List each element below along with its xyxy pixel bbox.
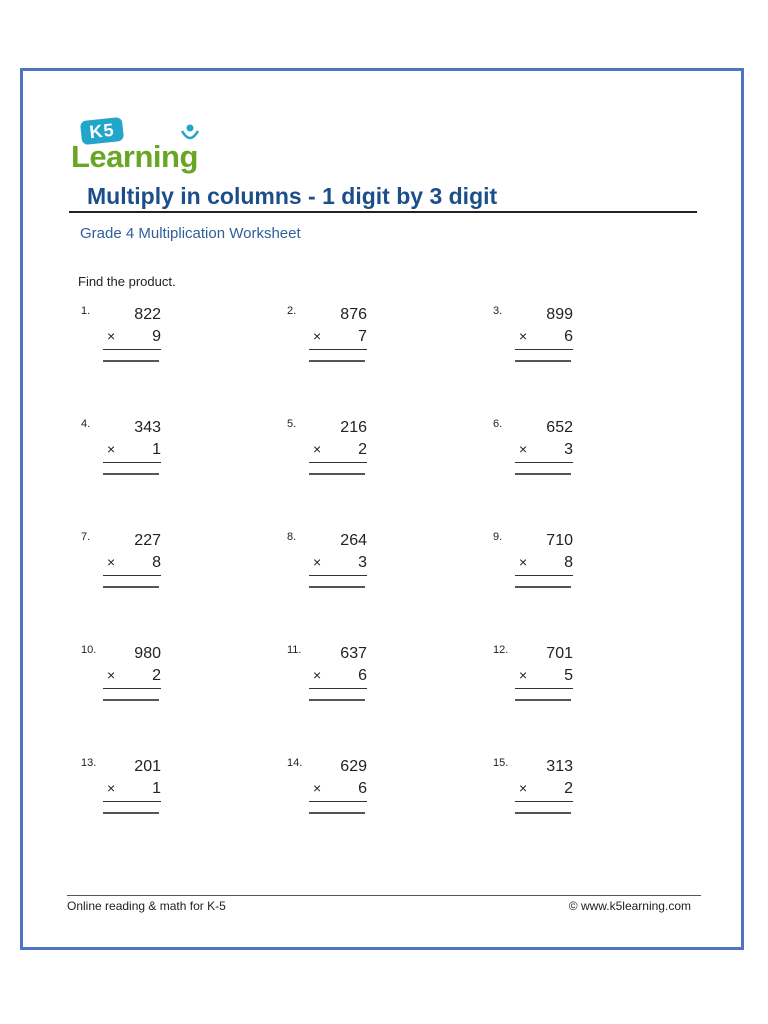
problem-multiplier: 8 [564,554,573,571]
problem-multiplier-row [515,667,573,689]
problem-multiplier: 2 [152,667,161,684]
multiply-operator: × [519,667,528,683]
problem-number: 8. [287,531,297,543]
problem-multiplier: 2 [358,441,367,458]
page-subtitle: Grade 4 Multiplication Worksheet [80,225,301,242]
problem-multiplicand: 264 [340,532,367,549]
problem-item [81,418,191,498]
title-divider [69,211,697,213]
problem-number: 3. [493,305,503,317]
multiply-operator: × [313,328,322,344]
problem-item [493,644,603,724]
problem-multiplier: 3 [564,441,573,458]
problem-item [493,418,603,498]
problem-number: 12. [493,644,509,656]
footer-tagline: Online reading & math for K-5 [67,899,226,913]
problem-multiplier: 6 [358,667,367,684]
problem-multiplier-row [103,554,161,576]
problem-multiplicand: 313 [546,758,573,775]
answer-line[interactable] [103,699,159,701]
problem-multiplier-row [515,780,573,802]
problem-multiplicand: 201 [134,758,161,775]
problem-number: 13. [81,757,97,769]
problem-item [287,757,397,837]
problem-multiplier: 8 [152,554,161,571]
answer-line[interactable] [515,812,571,814]
instructions: Find the product. [78,274,176,289]
problem-multiplicand: 216 [340,419,367,436]
problem-number: 4. [81,418,91,430]
footer-website: © www.k5learning.com [568,899,691,913]
problem-item [81,757,191,837]
multiply-operator: × [107,441,116,457]
problem-multiplicand: 710 [546,532,573,549]
problem-item [287,305,397,385]
multiply-operator: × [107,328,116,344]
problem-multiplier-row [103,780,161,802]
problem-multiplier: 6 [358,780,367,797]
multiply-operator: × [519,780,528,796]
problem-multiplier: 7 [358,328,367,345]
problem-multiplier-row [515,328,573,350]
problem-number: 10. [81,644,97,656]
worksheet-frame [20,68,744,950]
problem-multiplier: 2 [564,780,573,797]
logo-badge: K5 [80,117,124,145]
answer-line[interactable] [309,586,365,588]
problem-item [493,305,603,385]
problem-number: 15. [493,757,509,769]
problem-multiplier-row [309,554,367,576]
problem-multiplicand: 227 [134,532,161,549]
problem-multiplicand: 822 [134,306,161,323]
problem-number: 2. [287,305,297,317]
problem-number: 9. [493,531,503,543]
answer-line[interactable] [515,473,571,475]
multiply-operator: × [313,554,322,570]
problem-multiplier: 6 [564,328,573,345]
answer-line[interactable] [309,812,365,814]
problem-multiplier: 1 [152,441,161,458]
problem-multiplier: 5 [564,667,573,684]
problem-multiplicand: 899 [546,306,573,323]
logo-wordmark: Learning [71,139,198,174]
problem-multiplicand: 629 [340,758,367,775]
page-title: Multiply in columns - 1 digit by 3 digit [87,183,498,209]
multiply-operator: × [107,780,116,796]
problem-multiplier: 3 [358,554,367,571]
problem-multiplier-row [309,328,367,350]
multiply-operator: × [313,441,322,457]
problem-multiplier-row [103,667,161,689]
problem-multiplier-row [309,780,367,802]
problem-multiplier-row [515,554,573,576]
multiply-operator: × [313,667,322,683]
problem-item [81,644,191,724]
problem-multiplier-row [309,441,367,463]
problem-item [287,531,397,611]
multiply-operator: × [313,780,322,796]
answer-line[interactable] [309,360,365,362]
answer-line[interactable] [103,473,159,475]
footer-divider [67,895,701,896]
problem-item [81,305,191,385]
problem-item [287,418,397,498]
problem-number: 5. [287,418,297,430]
answer-line[interactable] [515,699,571,701]
problem-number: 11. [287,644,302,656]
problem-number: 14. [287,757,303,769]
problem-multiplier-row [309,667,367,689]
answer-line[interactable] [515,360,571,362]
multiply-operator: × [519,554,528,570]
problem-number: 7. [81,531,91,543]
answer-line[interactable] [309,473,365,475]
problem-item [493,757,603,837]
problem-multiplicand: 652 [546,419,573,436]
problem-number: 6. [493,418,503,430]
problem-multiplier-row [515,441,573,463]
answer-line[interactable] [103,812,159,814]
answer-line[interactable] [103,586,159,588]
answer-line[interactable] [515,586,571,588]
problem-item [81,531,191,611]
problem-multiplicand: 876 [340,306,367,323]
problem-multiplicand: 701 [546,645,573,662]
multiply-operator: × [519,441,528,457]
problem-item [287,644,397,724]
multiply-operator: × [519,328,528,344]
problem-multiplicand: 980 [134,645,161,662]
k5-learning-logo [71,119,211,173]
problem-multiplicand: 637 [340,645,367,662]
multiply-operator: × [107,554,116,570]
problem-item [493,531,603,611]
multiply-operator: × [107,667,116,683]
problem-multiplier: 9 [152,328,161,345]
answer-line[interactable] [103,360,159,362]
problem-multiplier-row [103,441,161,463]
problem-multiplier-row [103,328,161,350]
answer-line[interactable] [309,699,365,701]
problem-multiplicand: 343 [134,419,161,436]
problem-number: 1. [81,305,91,317]
problem-multiplier: 1 [152,780,161,797]
